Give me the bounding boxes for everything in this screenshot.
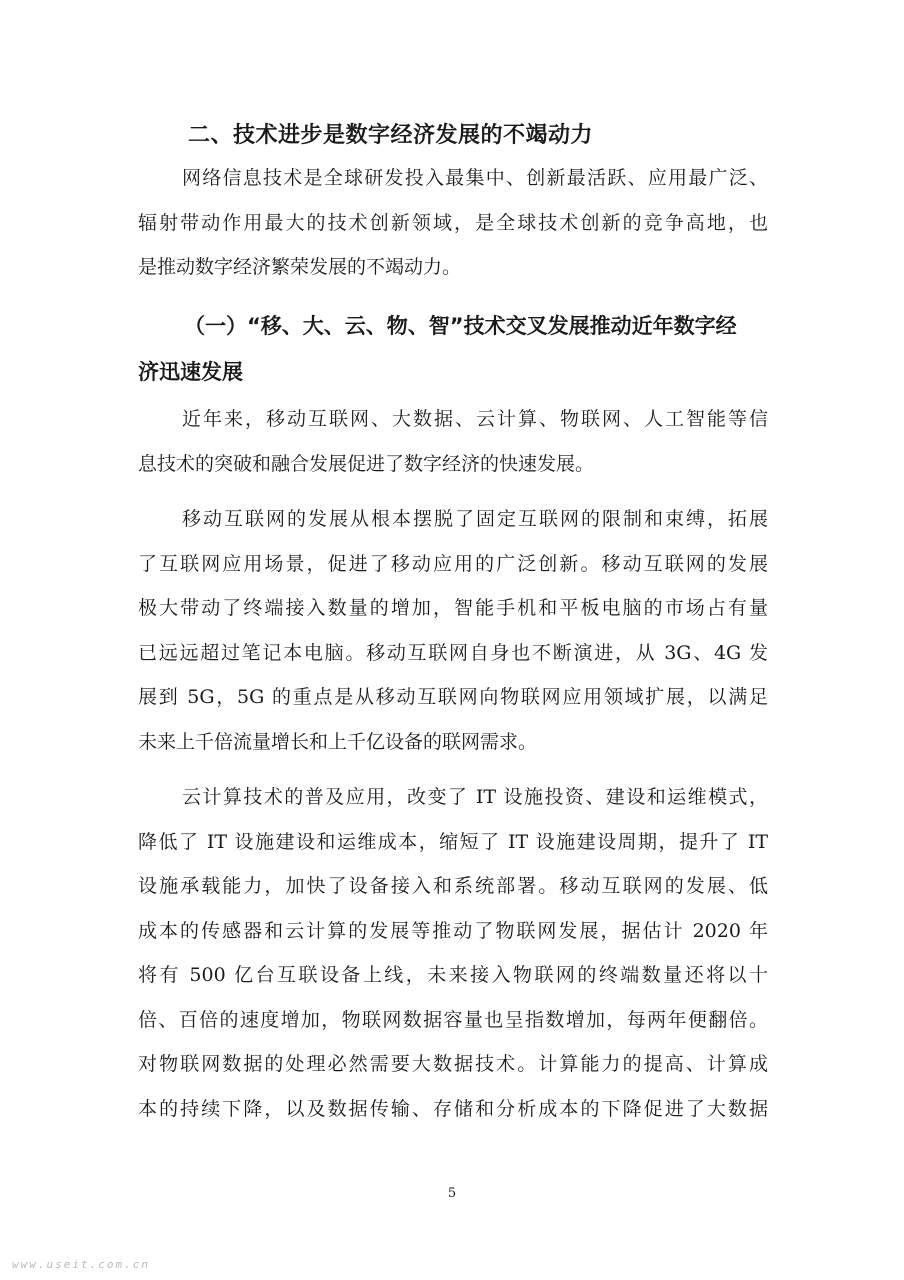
text-line: 设施承载能力，加快了设备接入和系统部署。移动互联网的发展、低	[138, 875, 768, 897]
intro-paragraph	[138, 156, 768, 290]
text-line: 了互联网应用场景，促进了移动应用的广泛创新。移动互联网的发展	[138, 552, 768, 575]
text-line: 是推动数字经济繁荣发展的不竭动力。	[138, 256, 462, 278]
watermark: www.useit.com.cn	[12, 1258, 150, 1271]
text-line: 成本的传感器和云计算的发展等推动了物联网发展，据估计 2020 年	[138, 919, 768, 942]
text-line: 本的持续下降，以及数据传输、存储和分析成本的下降促进了大数据	[138, 1097, 768, 1120]
subsection-heading	[138, 303, 768, 395]
text-line: 网络信息技术是全球研发投入最集中、创新最活跃、应用最广泛、	[182, 167, 768, 189]
text-line: 展到 5G，5G 的重点是从移动互联网向物联网应用领域扩展，以满足	[138, 686, 768, 708]
page-number: 5	[447, 1186, 457, 1201]
text-line: 对物联网数据的处理必然需要大数据技术。计算能力的提高、计算成	[138, 1053, 768, 1075]
text-line: 已远远超过笔记本电脑。移动互联网自身也不断演进，从 3G、4G 发	[138, 641, 768, 664]
text-line: 息技术的突破和融合发展促进了数字经济的快速发展。	[138, 452, 595, 475]
paragraph-2	[138, 497, 768, 764]
text-line: 未来上千倍流量增长和上千亿设备的联网需求。	[138, 730, 538, 753]
text-line: 极大带动了终端接入数量的增加，智能手机和平板电脑的市场占有量	[138, 597, 768, 619]
text-line: 移动互联网的发展从根本摆脱了固定互联网的限制和束缚，拓展	[182, 508, 768, 530]
section-heading: 二、技术进步是数字经济发展的不竭动力	[188, 123, 594, 148]
heading-line: 济迅速发展	[138, 360, 243, 384]
text-line: 辐射带动作用最大的技术创新领域，是全球技术创新的竞争高地，也	[138, 211, 768, 234]
heading-line: （一）“移、大、云、物、智”技术交叉发展推动近年数字经	[184, 314, 737, 338]
text-line: 降低了 IT 设施建设和运维成本，缩短了 IT 设施建设周期，提升了 IT	[138, 830, 768, 853]
text-line: 近年来，移动互联网、大数据、云计算、物联网、人工智能等信	[182, 408, 768, 430]
text-line: 倍、百倍的速度增加，物联网数据容量也呈指数增加，每两年便翻倍。	[138, 1008, 768, 1031]
paragraph-1	[138, 397, 768, 486]
text-line: 将有 500 亿台互联设备上线，未来接入物联网的终端数量还将以十	[138, 964, 768, 986]
paragraph-3	[138, 775, 768, 1131]
text-line: 云计算技术的普及应用，改变了 IT 设施投资、建设和运维模式，	[182, 786, 768, 808]
